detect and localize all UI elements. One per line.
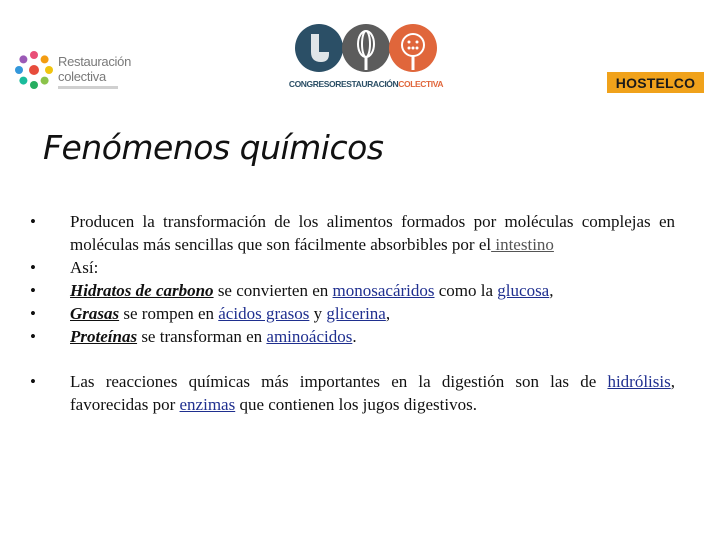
header [0, 0, 720, 115]
link-intestino[interactable]: intestino [491, 235, 554, 254]
list-item: • Hidratos de carbono se convierten en monosacáridos como la glucosa, [30, 281, 554, 300]
bullet-icon: • [30, 258, 36, 277]
link-hidratos-de-carbono[interactable]: Hidratos de carbono [70, 281, 214, 300]
bullet-list [30, 210, 675, 416]
list-item: • Producen la transformación de los alimentos formados por moléculas complejas en moléculas más sencillas que son fácilmente absorbibles por el intestino [30, 212, 675, 254]
logo-left-underline [58, 86, 118, 89]
link-glicerina[interactable]: glicerina [326, 304, 386, 323]
flower-icon [12, 48, 56, 92]
list-item: • Proteínas se transforman en aminoácidos. [30, 327, 357, 346]
list-item: • Grasas se rompen en ácidos grasos y glicerina, [30, 304, 391, 323]
link-proteinas[interactable]: Proteínas [70, 327, 138, 346]
link-acidos-grasos[interactable]: ácidos grasos [218, 304, 310, 323]
logo-left-line1: Restauración [58, 54, 131, 69]
link-grasas[interactable]: Grasas [70, 304, 120, 323]
link-glucosa[interactable]: glucosa [497, 281, 550, 300]
link-enzimas[interactable]: enzimas [179, 395, 236, 414]
bullet-icon: • [30, 304, 36, 323]
link-hidrolisis[interactable]: hidrólisis [607, 372, 671, 391]
slide-title: Fenómenos químicos [43, 128, 384, 167]
logo-left-line2: colectiva [58, 69, 106, 84]
bullet-icon: • [30, 327, 36, 346]
bullet-icon: • [30, 281, 36, 300]
congreso-caption: CONGRESORESTAURACIÓNCOLECTIVA [288, 79, 444, 89]
link-monosacaridos[interactable]: monosacáridos [332, 281, 435, 300]
bullet-icon: • [30, 372, 36, 391]
list-item: • Así: [30, 258, 99, 277]
utensils-icon [289, 18, 443, 78]
bullet-icon: • [30, 212, 36, 231]
list-item: • Las reacciones químicas más importantes en la digestión son las de hidrólisis, favorecidas por enzimas que contienen los jugos digestivos. [30, 372, 675, 414]
link-aminoacidos[interactable]: aminoácidos [266, 327, 353, 346]
hostelco-text: HOSTELCO [615, 74, 696, 91]
congreso-logo [281, 18, 451, 94]
restauracion-colectiva-logo [12, 46, 132, 96]
hostelco-logo [607, 72, 704, 93]
